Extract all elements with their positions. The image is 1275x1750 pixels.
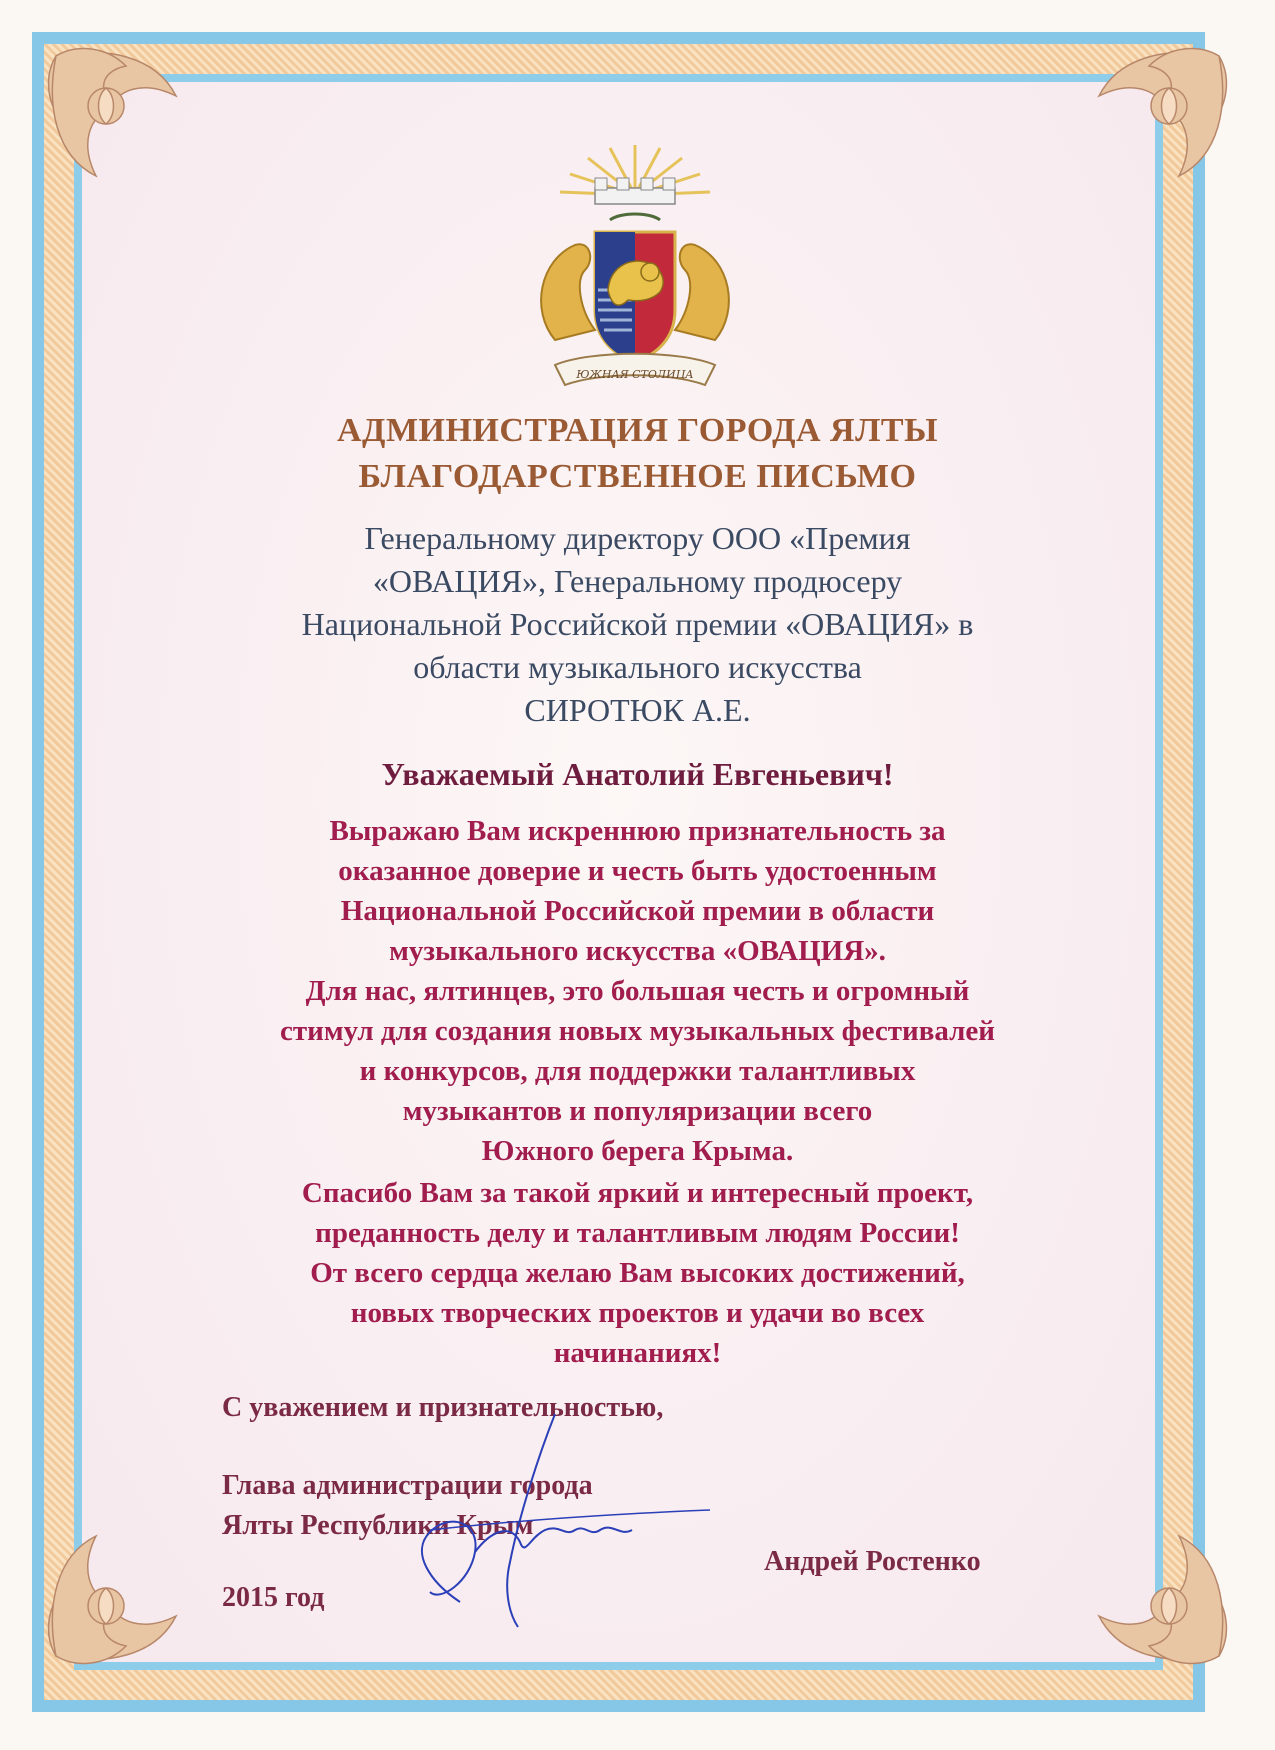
signatory-title-line2: Ялты Республики Крым <box>222 1510 534 1541</box>
recipient-line: Генеральному директору ООО «Премия <box>364 520 911 556</box>
body-line: Южного берега Крыма. <box>481 1135 794 1167</box>
signatory-title-line1: Глава администрации города <box>222 1470 593 1501</box>
document-year: 2015 год <box>222 1582 325 1613</box>
body-line: Выражаю Вам искреннюю признательность за <box>329 815 946 847</box>
recipient-line: Национальной Российской премии «ОВАЦИЯ» в <box>301 606 974 642</box>
corner-ornament-icon <box>36 36 236 236</box>
body-line: Для нас, ялтинцев, это большая честь и огромный <box>305 975 970 1007</box>
closing-phrase: С уважением и признательностью, <box>222 1392 664 1423</box>
body-line: преданность делу и талантливым людям России! <box>315 1217 960 1249</box>
document-type-heading: БЛАГОДАРСТВЕННОЕ ПИСЬМО <box>358 458 917 495</box>
body-line: оказанное доверие и честь быть удостоенным <box>338 855 937 887</box>
body-line: и конкурсов, для поддержки талантливых <box>359 1055 916 1087</box>
handwritten-signature-icon <box>400 1412 720 1632</box>
body-line: Спасибо Вам за такой яркий и интересный проект, <box>301 1177 974 1209</box>
body-line: начинаниях! <box>553 1337 722 1369</box>
body-line: Национальной Российской премии в области <box>340 895 935 927</box>
greeting: Уважаемый Анатолий Евгеньевич! <box>381 756 894 792</box>
svg-text:ЮЖНАЯ СТОЛИЦА: ЮЖНАЯ СТОЛИЦА <box>576 368 694 381</box>
body-line: музыкального искусства «ОВАЦИЯ». <box>389 935 886 967</box>
body-line: стимул для создания новых музыкальных фестивалей <box>280 1015 995 1047</box>
corner-ornament-icon <box>1039 36 1239 236</box>
organization-heading: АДМИНИСТРАЦИЯ ГОРОДА ЯЛТЫ <box>337 412 938 449</box>
yalta-coat-of-arms-icon <box>500 140 770 400</box>
signatory-name: Андрей Ростенко <box>764 1546 981 1577</box>
body-line: От всего сердца желаю Вам высоких достижений, <box>310 1257 965 1289</box>
recipient-name: СИРОТЮК А.Е. <box>524 692 751 728</box>
body-line: музыкантов и популяризации всего <box>402 1095 873 1127</box>
corner-ornament-icon <box>36 1476 236 1676</box>
body-line: новых творческих проектов и удачи во всех <box>350 1297 925 1329</box>
corner-ornament-icon <box>1039 1476 1239 1676</box>
recipient-line: «ОВАЦИЯ», Генеральному продюсеру <box>372 563 903 599</box>
recipient-line: области музыкального искусства <box>413 649 862 685</box>
